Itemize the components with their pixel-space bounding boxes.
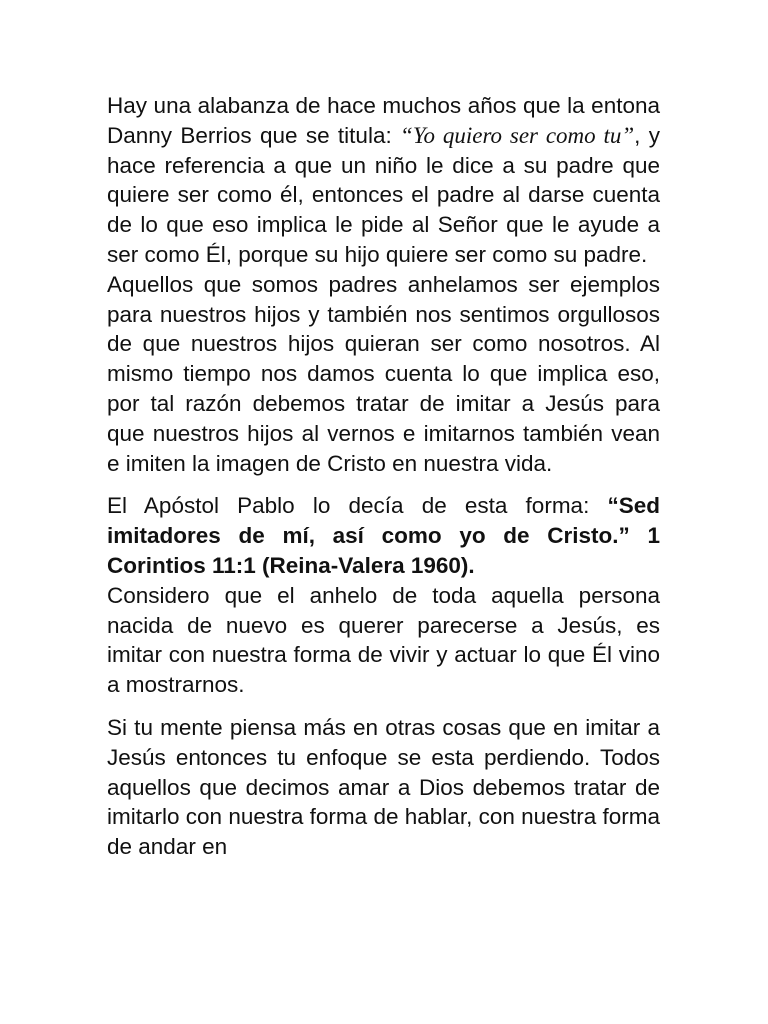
paragraph-apostle-pablo — [107, 491, 660, 580]
song-intro-text: Hay una alabanza de hace muchos años que la entona Danny Berrios que se titula: — [107, 93, 660, 148]
bible-verse-quote: “Sed imitadores de mí, así como yo de Cristo.” 1 Corintios 11:1 (Reina-Valera 1960). — [107, 493, 660, 578]
paragraph-parents: Aquellos que somos padres anhelamos ser ejemplos para nuestros hijos y también nos sentimos orgullosos de que nuestros hijos quieran ser como nosotros. Al mismo tiempo nos damos cuenta lo que implica eso, por tal razón debemos tratar de imitar a Jesús para que nuestros hijos al vernos e imitarnos también vean e imiten la imagen de Cristo en nuestra vida. — [107, 271, 660, 476]
paragraph-desire: Considero que el anhelo de toda aquella persona nacida de nuevo es querer parecerse a Jesús, es imitar con nuestra forma de vivir y actuar lo que Él vino a mostrarnos. — [107, 582, 660, 698]
paragraph-song-intro — [107, 91, 660, 270]
song-title: “Yo quiero ser como tu” — [400, 122, 635, 148]
song-intro-rest: , y hace referencia a que un niño le dice a su padre que quiere ser como él, entonces el padre al darse cuenta de lo que eso implica le pide al Señor que le ayude a ser como Él, porque su hijo quiere ser como su padre. — [107, 122, 660, 267]
apostle-intro-text: El Apóstol Pablo lo decía de esta forma: — [107, 493, 608, 519]
paragraph-focus: Si tu mente piensa más en otras cosas que en imitar a Jesús entonces tu enfoque se esta perdiendo. Todos aquellos que decimos amar a Dios debemos tratar de imitarlo con nuestra forma de hablar, con nuestra forma de andar en — [107, 714, 660, 860]
document-page — [107, 91, 660, 862]
